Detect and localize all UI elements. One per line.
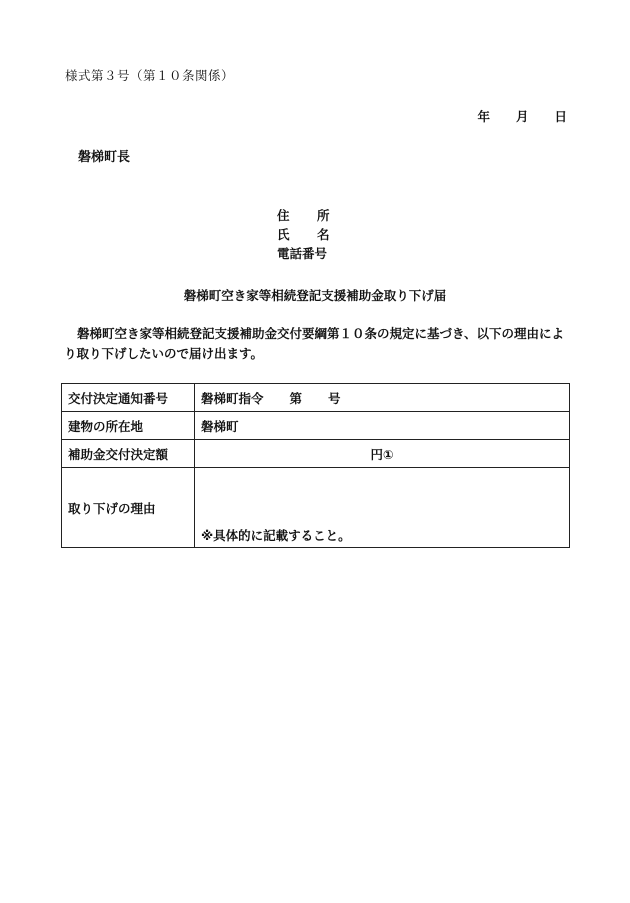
grant-amount-field[interactable]: 円① [195, 440, 570, 468]
form-number: 様式第３号（第１０条関係） [65, 68, 235, 83]
applicant-block [277, 206, 330, 263]
date-year-label: 年 [477, 109, 490, 124]
addressee: 磐梯町長 [78, 150, 131, 165]
withdrawal-reason-field[interactable] [195, 468, 570, 548]
notice-number-dai: 第 [289, 390, 303, 406]
table-row [62, 468, 570, 548]
withdrawal-reason-label: 取り下げの理由 [62, 468, 195, 548]
notice-number-go: 号 [328, 390, 341, 406]
phone-label: 電話番号 [277, 246, 328, 261]
date-day-label: 日 [554, 109, 567, 124]
table-row [62, 384, 570, 412]
name-label: 氏 名 [277, 227, 330, 242]
document-title: 磐梯町空き家等相続登記支援補助金取り下げ届 [183, 288, 447, 303]
body-text: 磐梯町空き家等相続登記支援補助金交付要綱第１０条の規定に基づき、以下の理由により取り下げしたいので届け出ます。 [64, 326, 565, 361]
notice-number-prefix: 磐梯町指令 [201, 390, 264, 406]
notice-number-field[interactable] [195, 384, 570, 412]
building-location-field[interactable]: 磐梯町 [195, 412, 570, 440]
grant-amount-label: 補助金交付決定額 [62, 440, 195, 468]
table-row [62, 412, 570, 440]
date-month-label: 月 [515, 109, 529, 124]
address-label: 住 所 [277, 208, 330, 223]
reason-note: ※具体的に記載すること。 [201, 528, 351, 543]
info-table [61, 383, 570, 548]
notice-number-label: 交付決定通知番号 [62, 384, 195, 412]
building-location-label: 建物の所在地 [62, 412, 195, 440]
date-line [477, 107, 567, 125]
table-row [62, 440, 570, 468]
